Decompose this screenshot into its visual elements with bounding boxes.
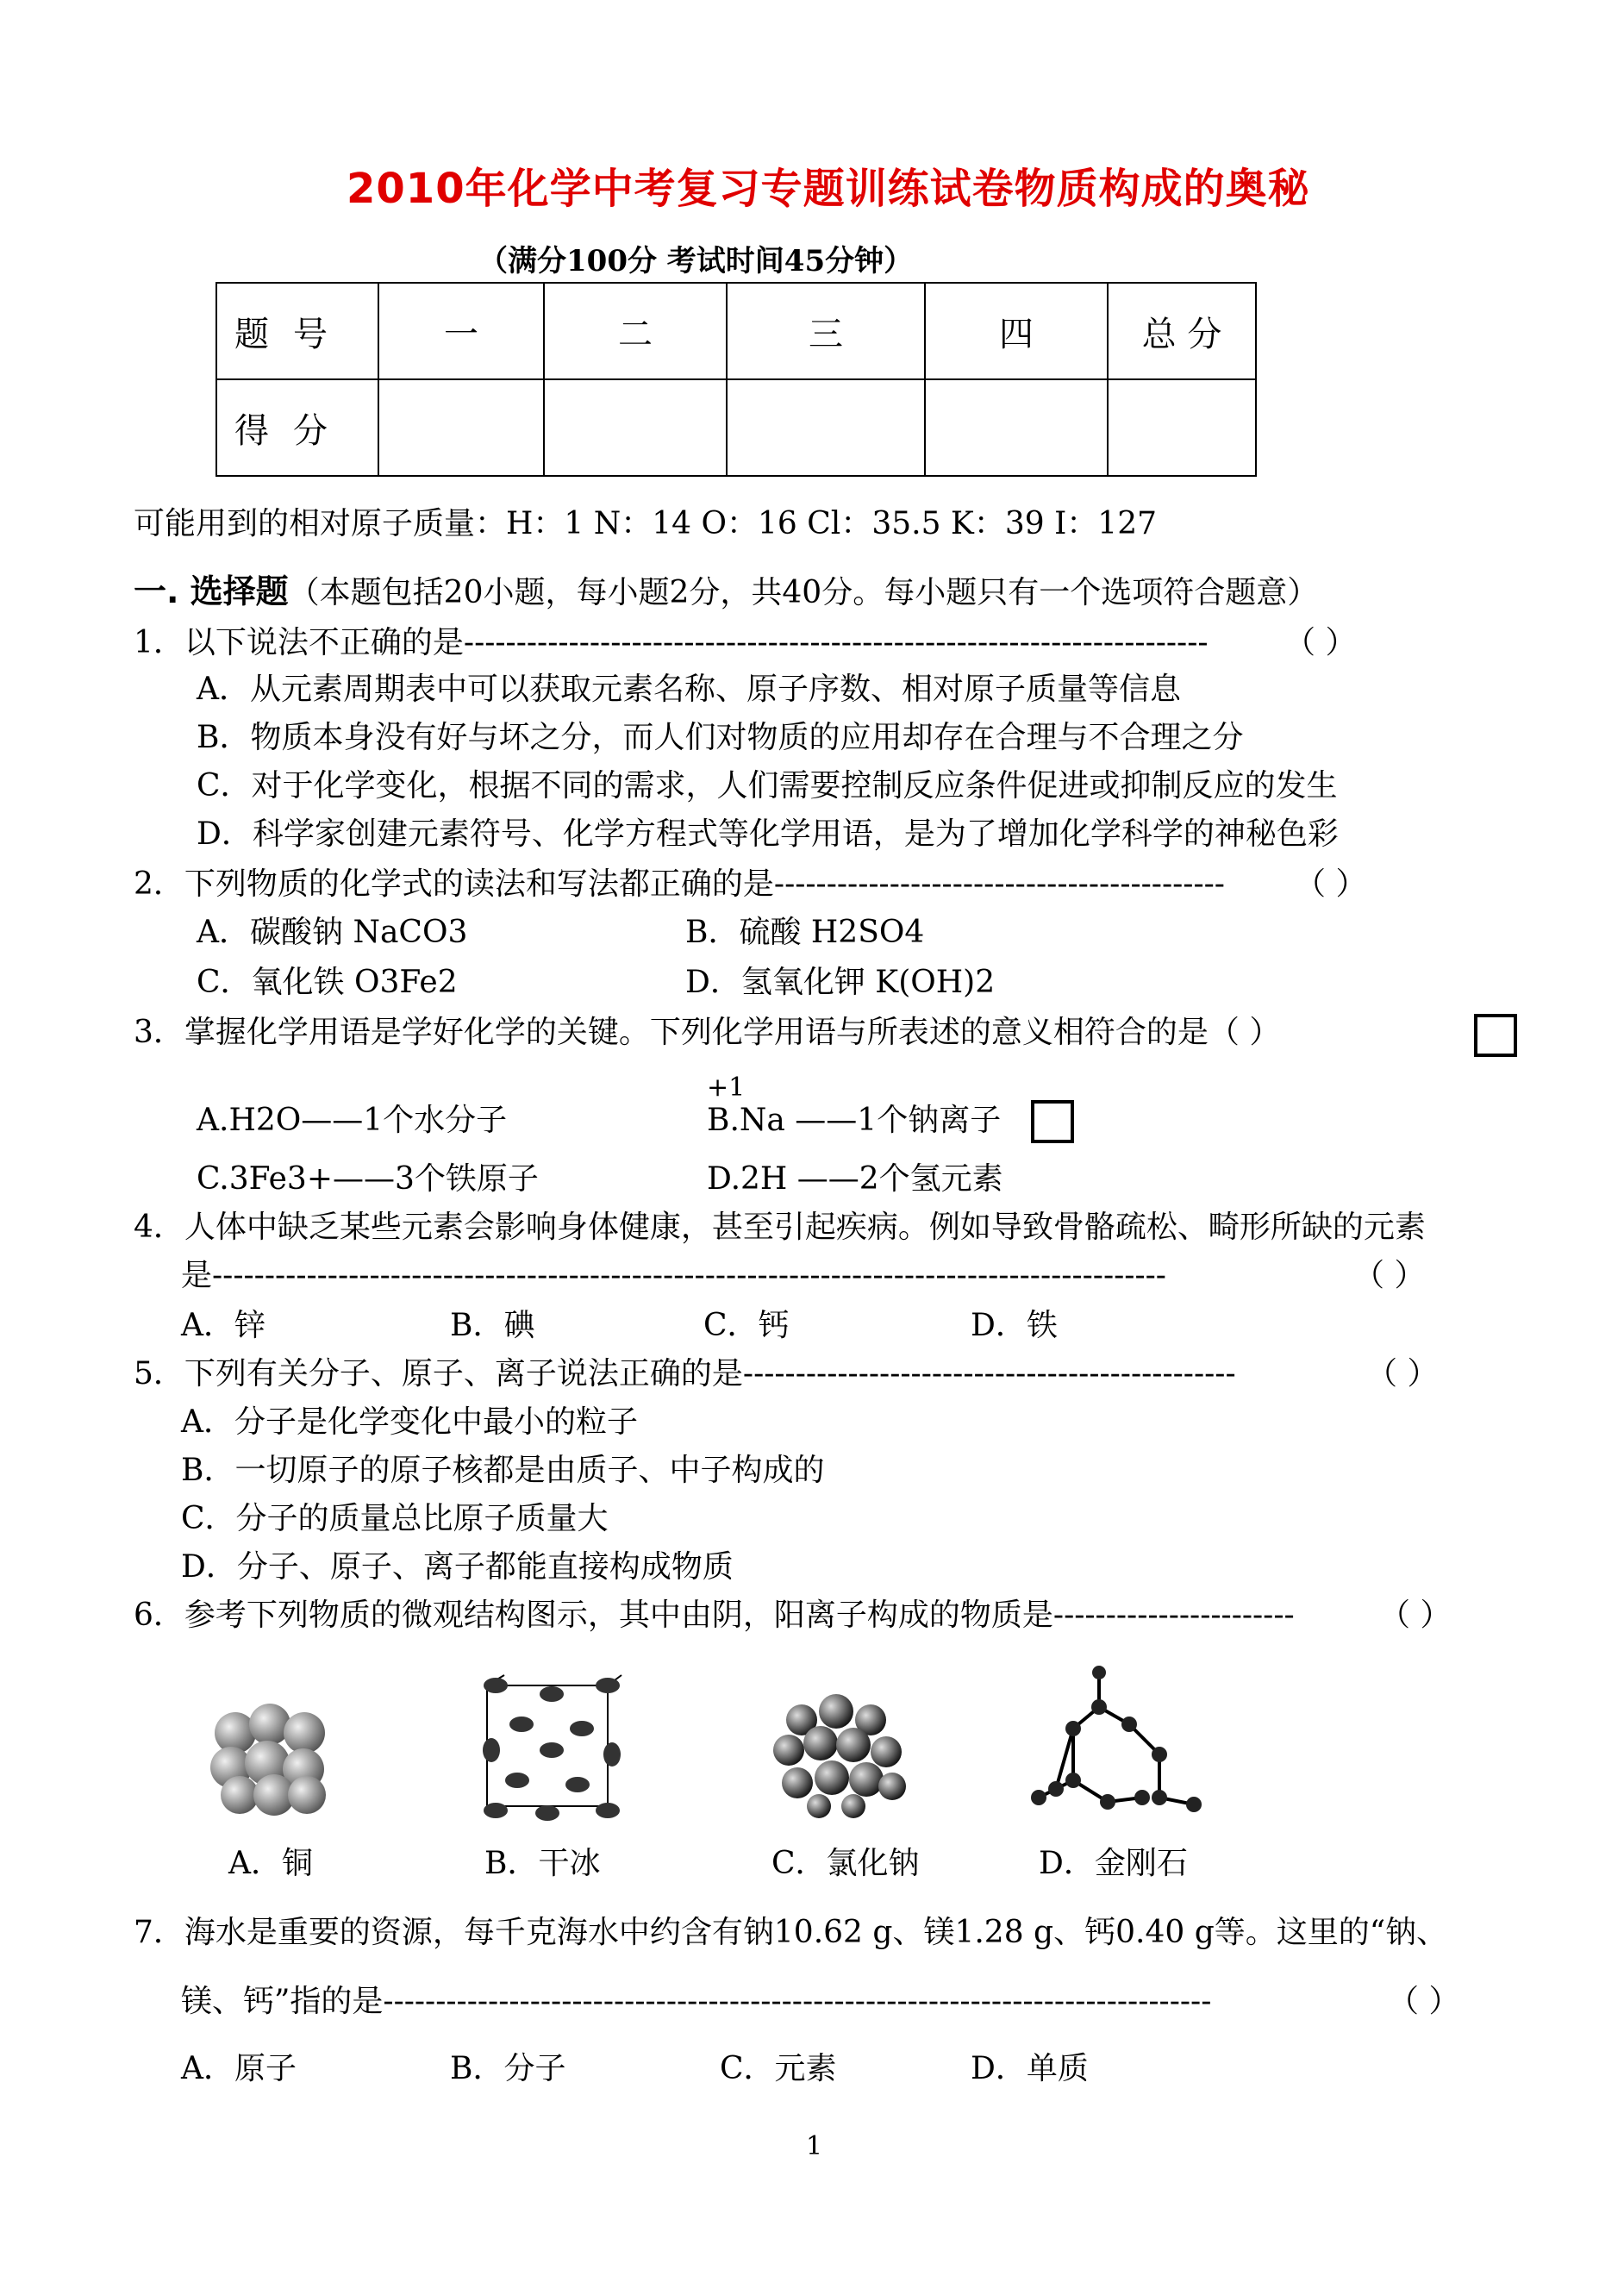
checkbox[interactable] xyxy=(1474,1014,1517,1057)
header-label: 题号 xyxy=(216,283,378,379)
q6-option-a: A．铜 xyxy=(228,1846,313,1881)
q6-option-c: C．氯化钠 xyxy=(771,1846,920,1881)
q4-option-b: B．碘 xyxy=(450,1308,535,1343)
diamond-structure-image xyxy=(1021,1660,1202,1823)
score-label: 得分 xyxy=(216,379,378,476)
exam-info: （满分100分 考试时间45分钟） xyxy=(478,244,914,278)
q3-option-a: A.H2O——1个水分子 xyxy=(197,1103,508,1138)
q7-stem-cont: 镁、钙”指的是------------------------------------------------------------------------------- xyxy=(181,1984,1212,2019)
answer-bracket[interactable]: （ ） xyxy=(1388,1984,1460,2019)
q3-option-b: B.Na ——1个钠离子 xyxy=(707,1103,1002,1138)
col-3: 三 xyxy=(727,283,925,379)
q4-option-d: D．铁 xyxy=(971,1308,1058,1343)
section-note: （本题包括20小题，每小题2分，共40分。每小题只有一个选项符合题意） xyxy=(288,575,1319,610)
q4-stem: 4．人体中缺乏某些元素会影响身体健康，甚至引起疾病。例如导致骨骼疏松、畸形所缺的元素 xyxy=(134,1210,1426,1245)
atomic-mass-line: 可能用到的相对原子质量：H：1 N：14 O：16 Cl：35.5 K：39 I：127 xyxy=(134,506,1157,541)
answer-bracket[interactable]: （ ） xyxy=(1284,625,1357,660)
sodium-chloride-structure-image xyxy=(767,1690,909,1819)
q7-option-d: D．单质 xyxy=(971,2051,1089,2086)
answer-bracket[interactable]: （ ） xyxy=(1366,1356,1439,1391)
q3-option-c: C.3Fe3+——3个铁原子 xyxy=(197,1161,539,1197)
q6-option-b: B．干冰 xyxy=(484,1846,601,1881)
q6-option-d: D．金刚石 xyxy=(1039,1846,1188,1881)
q1-option-a: A．从元素周期表中可以获取元素名称、原子序数、相对原子质量等信息 xyxy=(197,672,1181,707)
col-4: 四 xyxy=(925,283,1108,379)
dry-ice-structure-image xyxy=(470,1668,634,1832)
score-cell[interactable] xyxy=(544,379,727,476)
score-cell[interactable] xyxy=(925,379,1108,476)
q5-stem: 5．下列有关分子、原子、离子说法正确的是----------------------------------------------- xyxy=(134,1356,1236,1391)
answer-bracket[interactable]: （ ） xyxy=(1295,866,1367,902)
col-1: 一 xyxy=(378,283,544,379)
page-title: 2010年化学中考复习专题训练试卷物质构成的奥秘 xyxy=(347,165,1310,213)
q7-option-a: A．原子 xyxy=(181,2051,297,2086)
answer-bracket[interactable]: （ ） xyxy=(1379,1598,1452,1633)
q5-option-d: D．分子、原子、离子都能直接构成物质 xyxy=(181,1549,734,1585)
q7-stem: 7．海水是重要的资源，每千克海水中约含有钠10.62 g、镁1.28 g、钙0.40 g等。这里的“钠、 xyxy=(134,1915,1448,1950)
q1-option-c: C．对于化学变化，根据不同的需求，人们需要控制反应条件促进或抑制反应的发生 xyxy=(197,768,1338,804)
q2-option-d: D．氢氧化钾 K(OH)2 xyxy=(685,965,996,1000)
copper-structure-image xyxy=(205,1698,334,1819)
q7-option-c: C．元素 xyxy=(720,2051,837,2086)
q2-stem: 2．下列物质的化学式的读法和写法都正确的是------------------------------------------- xyxy=(134,866,1225,902)
q1-option-b: B．物质本身没有好与坏之分，而人们对物质的应用却存在合理与不合理之分 xyxy=(197,720,1244,755)
q2-option-a: A．碳酸钠 NaCO3 xyxy=(197,915,468,950)
q2-option-c: C．氧化铁 O3Fe2 xyxy=(197,965,458,1000)
col-total: 总 分 xyxy=(1108,283,1256,379)
q1-option-d: D．科学家创建元素符号、化学方程式等化学用语，是为了增加化学科学的神秘色彩 xyxy=(197,816,1339,852)
score-cell[interactable] xyxy=(378,379,544,476)
q4-stem-cont: 是------------------------------------------------------------------------------------------- xyxy=(181,1258,1166,1293)
answer-bracket[interactable]: （ ） xyxy=(1353,1258,1426,1293)
q3-option-d: D.2H ——2个氢元素 xyxy=(707,1161,1003,1197)
score-cell[interactable] xyxy=(1108,379,1256,476)
charge-label: +1 xyxy=(707,1072,746,1103)
q3-stem: 3．掌握化学用语是学好化学的关键。下列化学用语与所表述的意义相符合的是（ ） xyxy=(134,1015,1281,1050)
q5-option-c: C．分子的质量总比原子质量大 xyxy=(181,1501,609,1536)
section-heading: 一. 选择题 xyxy=(134,572,289,610)
checkbox[interactable] xyxy=(1031,1100,1074,1143)
q6-stem: 6．参考下列物质的微观结构图示，其中由阴，阳离子构成的物质是----------------------- xyxy=(134,1598,1295,1633)
q4-option-a: A．锌 xyxy=(181,1308,265,1343)
q5-option-a: A．分子是化学变化中最小的粒子 xyxy=(181,1404,638,1440)
score-table xyxy=(215,282,1257,477)
page-number: 1 xyxy=(806,2131,823,2161)
q1-stem: 1．以下说法不正确的是----------------------------------------------------------------------- xyxy=(134,625,1209,660)
q7-option-b: B．分子 xyxy=(450,2051,566,2086)
col-2: 二 xyxy=(544,283,727,379)
q4-option-c: C．钙 xyxy=(703,1308,790,1343)
q5-option-b: B．一切原子的原子核都是由质子、中子构成的 xyxy=(181,1453,825,1488)
q2-option-b: B．硫酸 H2SO4 xyxy=(685,915,925,950)
score-cell[interactable] xyxy=(727,379,925,476)
